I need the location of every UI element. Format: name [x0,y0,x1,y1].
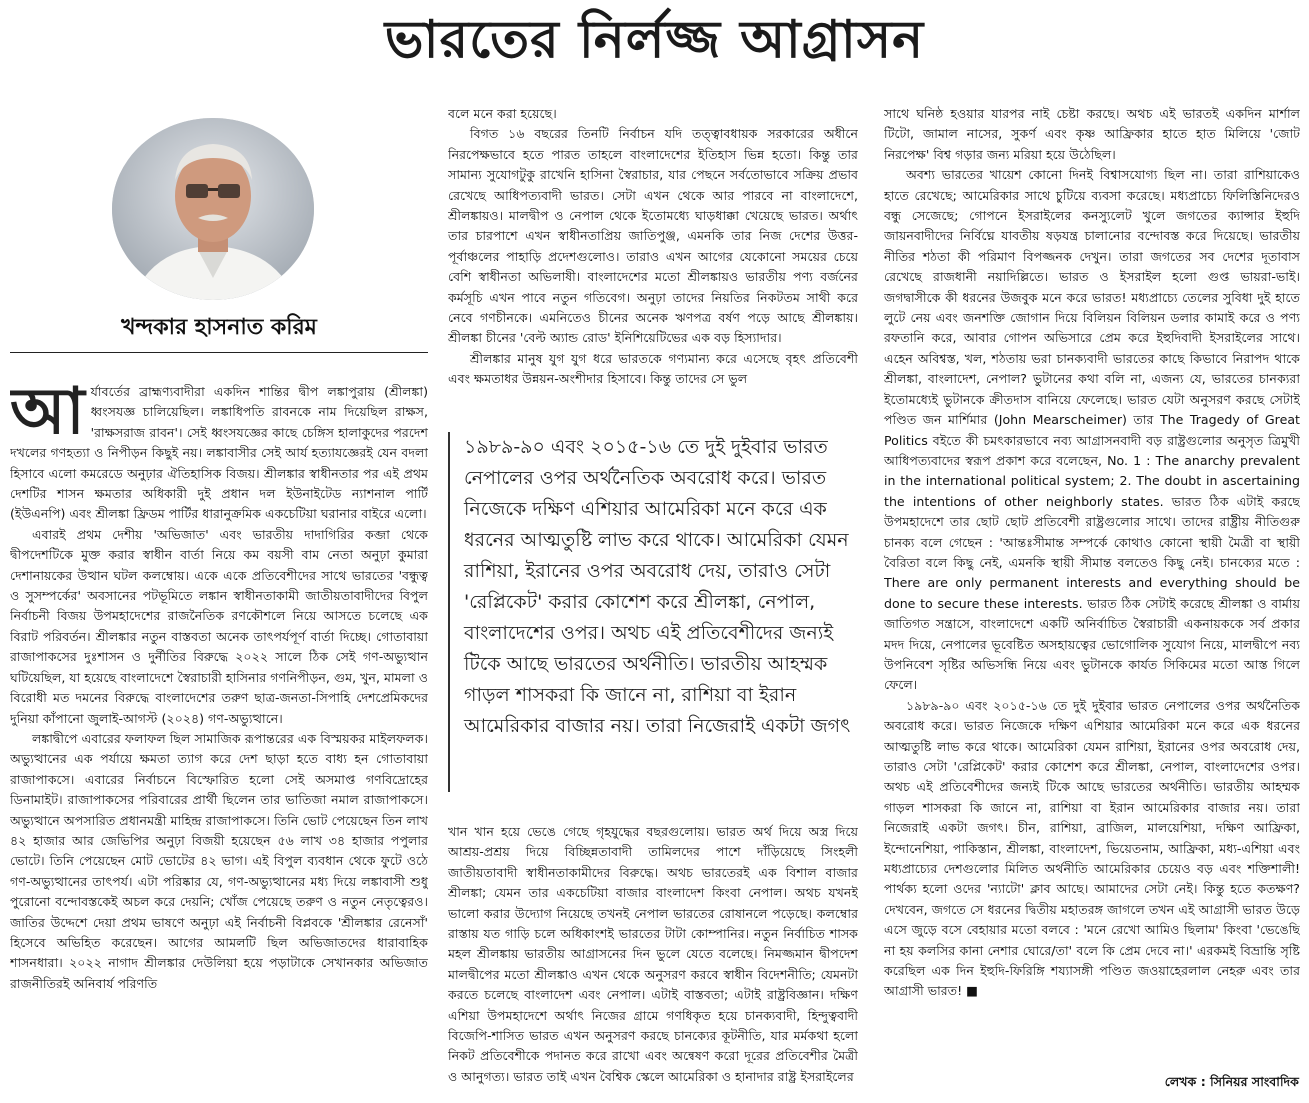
headline: ভারতের নির্লজ্জ আগ্রাসন [384,9,925,70]
article-paragraph: অবশ্য ভারতের খায়েশ কোনো দিনই বিশ্বাসযোগ্য ছিল না। তারা রাশিয়াকেও হাতে রেখেছে; আমেরিকার সাথে চুটিয়ে ব্যবসা করেছে। মধ্যপ্রাচ্যে ফিলিস্তিনিদেরও বন্ধু সেজেছে; গোপনে ইসরাইলের কনস্যুলেট খুলে জগতের ক্যান্সার ইহুদি জায়নবাদীদের নির্বিঘ্নে যাবতীয় ষড়যন্ত্র চালানোর বন্দোবস্ত করে দিয়েছে। ভারতীয় নীতির শঠতা কী পরিমাণ বিপজ্জনক দেখুন। তারা জগতের সব দেশের দূতাবাস রেখেছে রাজধানী নয়াদিল্লিতে। ভারত ও ইসরাইল হলো গুপ্ত ভায়রা-ভাই। জগদ্বাসীকে কী ধরনের উজবুক মনে করে ভারত! মধ্যপ্রাচ্যে তেলের সুবিধা দুই হাতে লুটে নেয় এবং জনশক্তি জোগান দিয়ে বিলিয়ন বিলিয়ন ডলার কামাই করে ও পণ্য রফতানি করে, আবার গোপন অভিসারে প্রেম করে ইহুদিবাদী ইসরাইলের সাথে। এহেন অবিশ্বস্ত, খল, শঠতায় ভরা চানক্যবাদী ভারতের কাছে কিভাবে নিরাপদ থাকে শ্রীলঙ্কা, বাংলাদেশ, নেপাল? ভুটানের কথা বলি না, এজন্য যে, ভারতের চানক্যরা ইতোমধ্যেই ভুটানকে ক্রীতদাস বানিয়ে ফেলেছে। ভারত যেটা অনুসরণ করছে সেটাই পণ্ডিত জন মার্শিমার (John Mearscheimer) তার The Tragedy of Great Politics বইতে কী চমৎকারভাবে নব্য আগ্রাসনবাদী বড় রাষ্ট্রগুলোর অনুসৃত ত্রিমুখী আধিপত্যবাদের স্বরূপ প্রকাশ করে বলেছেন, No. 1 : The anarchy prevalent in the international political system; 2. The doubt in ascertaining the intentions of other neighborly states. ভারত ঠিক এটাই করছে উপমহাদেশে তার ছোট ছোট প্রতিবেশী রাষ্ট্রগুলোর সাথে। তাদের রাষ্ট্রীয় নীতিগুরু চানক্য বলে গেছেন : 'আন্তঃসীমান্ত সম্পর্কে কোথাও কোনো স্থায়ী মৈত্রী বা স্থায়ী বৈরিতা বলে কিছু নেই, এমনকি স্থায়ী সীমান্ত বলতেও কিছু নেই। চানক্যের মতে : There are only permanent interests and everything should be done to secure these interests. ভারত ঠিক সেটাই করেছে শ্রীলঙ্কা ও বার্মায় জাতিগত সন্ত্রাসে, বাংলাদেশে একটি অনির্বাচিত স্বৈরাচারী একনায়ককে সর্ব প্রকার মদদ দিয়ে, নেপালের ভূবেষ্টিত অসহায়ত্বের ভোগোলিক সুযোগ নিয়ে, মালদ্বীপে নব্য উপনিবেশ সৃষ্টির অভিসন্ধি নিয়ে এবং ভুটানকে কার্যত সিকিমের মতো আস্ত গিলে ফেলে। [884,167,1300,693]
author-divider [10,352,428,353]
article-paragraph: আর্যাবর্তের ব্রাহ্মণ্যবাদীরা একদিন শান্তির দ্বীপ লঙ্কাপুরায় (শ্রীলঙ্কা) ধ্বংসযজ্ঞ চালিয়েছিল। লঙ্কাধিপতি রাবনকে নাম দিয়েছিল রাক্ষস, 'রাক্ষসরাজ রাবন'। সেই ধ্বংসযজ্ঞের কাছে চেঙ্গিস হালাকুদের পরদেশ দখলের গণহত্যা ও নিপীড়ন কিছুই নয়। লঙ্কাবাসীর সেই আর্য হত্যাযজ্ঞেরই যেন বদলা হিসাবে এলো কমরেডে অনুঢ়ার ঐতিহাসিক বিজয়। শ্রীলঙ্কার স্বাধীনতার পর এই প্রথম দেশটির শাসন ক্ষমতার অধিকারী দুই প্রধান দল ইউনাইটেড ন্যাশনাল পার্টি (ইউএনপি) এবং শ্রীলঙ্কা ফ্রিডম পার্টির ধারানুক্রমিক একচেটিয়া ঘরানার বাইরে এলো। [10,382,428,522]
article-paragraph: লঙ্কাদ্বীপে এবারের ফলাফল ছিল সামাজিক রূপান্তরের এক বিস্ময়কর মাইলফলক। অভ্যুত্থানের এক পর্যায়ে ক্ষমতা ত্যাগ করে দেশ ছাড়া হতে বাধ্য হন গোতাবায়া রাজাপাকসে। এবারের নির্বাচনে বিস্ফোরিত হলো সেই অসমাপ্ত গণবিদ্রোহের ডিনামাইট। রাজাপাকসের পরিবারের প্রার্থী ছিলেন তার ভাতিজা নমাল রাজাপাকসে। অভ্যুত্থানে অপসারিত প্রধানমন্ত্রী মাহিন্দ্র রাজাপাকসে। তিনি ভোট পেয়েছেন তিন লাখ ৪২ হাজার আর জেভিপির অনুঢ়া বিজয়ী হয়েছেন ৫৬ লাখ ৩৪ হাজার পপুলার ভোটে। তিনি পেয়েছেন মোট ভোটের ৪২ ভাগ। এই বিপুল ব্যবধান থেকে ফুটে ওঠে গণ-অভ্যুত্থানের তাৎপর্য। এটা পরিষ্কার যে, গণ-অভ্যুত্থানের মধ্য দিয়ে লঙ্কাবাসী শুধু পুরোনো বন্দোবস্তকেই অচল করে দেয়নি; খোঁজ পেয়েছে তরুণ ও নতুন নেতৃত্বেরও। জাতির উদ্দেশে দেয়া প্রথম ভাষণে অনুঢ়া এই নির্বাচনী বিপ্লবকে 'শ্রীলঙ্কার রেনেসাঁ' হিসেবে অভিহিত করেছেন। আগের আমলটি ছিল অভিজাতদের ধারাবাহিক শাসনধারা। ২০২২ নাগাদ শ্রীলঙ্কার দেউলিয়া হয়ে পড়াটাকে সেখানকার অভিজাত রাজনীতিরই অনিবার্য পরিণতি [10,730,428,991]
article-column-3 [884,104,1300,1094]
article-paragraph: এবারই প্রথম দেশীয় 'অভিজাত' এবং ভারতীয় দাদাগিরির কব্জা থেকে দ্বীপদেশটিকে মুক্ত করার স্বাধীন বার্তা নিয়ে কম বয়সী বাম নেতা অনুঢ়া কুমারা দেশানায়কের উত্থান ঘটল কলম্বোয়। একে একে প্রতিবেশীদের সাথে ভারতের 'বন্ধুত্ব ও সুসম্পর্কের' অবসানের পটভূমিতে লঙ্কান স্বাধীনতাকামী জাতীয়তাবাদীদের বিপুল নির্বাচনী বিজয় উপমহাদেশের রাজনৈতিক রণকৌশলে নিয়ে আসতে চলেছে এক বিরাট পরিবর্তন। শ্রীলঙ্কার নতুন বাস্তবতা অনেক তাৎপর্যপূর্ণ বার্তা দিচ্ছে। গোতাবায়া রাজাপাকসের দুঃশাসন ও দুর্নীতির বিরুদ্ধে ২০২২ সালে ঠিক সেই গণ-অভ্যুত্থান ঘটিয়েছিল, যা হয়েছে বাংলাদেশে স্বৈরাচারী হাসিনার গণনিপীড়ন, গুম, খুন, মামলা ও বিরোধী মত দমনের বিরুদ্ধে বাংলাদেশের তরুণ ছাত্র-জনতা-সিপাহি দেশপ্রেমিকদের দুনিয়া কাঁপানো জুলাই-আগস্ট (২০২৪) গণ-অভ্যুত্থানে। [10,526,428,726]
article-column-2-top [448,104,858,424]
author-photo [112,118,314,300]
article-column-2-bottom [448,822,858,1094]
drop-cap: আ [10,382,85,449]
byline: লেখক : সিনিয়র সাংবাদিক [1164,1074,1299,1089]
article-column-1 [10,382,428,1094]
article-paragraph: বলে মনে করা হয়েছে। [448,106,557,121]
article-paragraph: খান খান হয়ে ভেঙে গেছে গৃহযুদ্ধের বছরগুলোয়। ভারত অর্থ দিয়ে অস্ত্র দিয়ে আশ্রয়-প্রশ্রয় দিয়ে বিচ্ছিন্নতাবাদী তামিলদের পাশে দাঁড়িয়েছে সিংহলী জাতীয়তাবাদী স্বাধীনতাকামীদের বিরুদ্ধে। অথচ ভারতেরই এক বিশাল বাজার শ্রীলঙ্কা; যেমন তার একচেটিয়া বাজার বাংলাদেশ কিংবা নেপাল। অথচ যখনই ভালো করার উদ্যোগ নিয়েছে তখনই নেপাল ভারতের রোষানলে পড়েছে। কলম্বোর রাস্তায় যত গাড়ি চলে অধিকাংশই ভারতের টাটা কোম্পানির। নতুন নির্বাচিত শাসক মহল শ্রীলঙ্কায় ভারতীয় আগ্রাসনের দিন ভুলে যেতে বলেছে। নিমজ্জমান দ্বীপদেশ মালদ্বীপের মতো শ্রীলঙ্কাও এখন থেকে অনুসরণ করবে স্বাধীন বিদেশনীতি; যেমনটা করতে চলেছে বাংলাদেশ এবং নেপাল। এটাই বাস্তবতা; এটাই রাষ্ট্রবিজ্ঞান। দক্ষিণ এশিয়া উপমহাদেশে অর্থাৎ নিজের গ্রামে গণধিকৃত হয়ে চানক্যবাদী, হিন্দুত্ববাদী বিজেপি-শাসিত ভারত এখন অনুসরণ করছে চানক্যের কূটনীতি, যার মর্মকথা হলো নিকট প্রতিবেশীকে পদানত করে রাখো এবং অন্বেষণ করো দূরের প্রতিবেশীর মৈত্রী ও আনুগত্য। ভারত তাই এখন বৈশ্বিক স্কেলে আমেরিকা ও হানাদার রাষ্ট্র ইসরাইলের [448,824,858,1084]
article-paragraph: বিগত ১৬ বছরের তিনটি নির্বাচন যদি তত্ত্বাবধায়ক সরকারের অধীনে নিরপেক্ষভাবে হতে পারত তাহলে বাংলাদেশের ইতিহাস ভিন্ন হতো। কিন্তু তার সামান্য সুযোগটুকু রাখেনি হাসিনা স্বৈরাচার, যার পেছনে সর্বতোভাবে সক্রিয় প্রভাব রেখেছে আধিপত্যবাদী ভারত। সেটা এখন থেকে আর পারবে না বাংলাদেশে, শ্রীলঙ্কায়ও। মালদ্বীপ ও নেপাল থেকে ইতোমধ্যে ঘাড়ধাক্কা খেয়েছে ভারত। অর্থাৎ তার চারপাশে এখন স্বাধীনতাপ্রিয় জাতিপুঞ্জ, এমনকি তার নিজ দেশের উত্তর-পূর্বাঞ্চলের পাহাড়ি প্রদেশগুলোও। তারাও এখন আগের যেকোনো সময়ের চেয়ে বেশি স্বাধীনতা অভিলাষী। বাংলাদেশের মতো শ্রীলঙ্কায়ও ভারতীয় পণ্য বর্জনের কর্মসূচি এখন পাবে নতুন গতিবেগ। অনুঢ়া তাদের নিয়তির নিকটতম সাথী করে নেবে গণচীনকে। এমনিতেও চীনের অনেক ঋণপত্র বর্ষণ পড়ে আছে শ্রীলঙ্কায়। শ্রীলঙ্কা চীনের 'বেল্ট অ্যান্ড রোড' ইনিশিয়েটিভের এক বড় হিস্যাদার। [448,126,858,346]
article-paragraph: সাথে ঘনিষ্ঠ হওয়ার যারপর নাই চেষ্টা করছে। অথচ এই ভারতই একদিন মার্শাল টিটো, জামাল নাসের, সুকর্ণ এবং কৃষ্ণ আফ্রিকার হাতে হাত মিলিয়ে 'জোট নিরপেক্ষ' বিশ্ব গড়ার জন্য মরিয়া হয়ে উঠেছিল। [884,106,1300,162]
pull-quote: ১৯৮৯-৯০ এবং ২০১৫-১৬ তে দুই দুইবার ভারত নেপালের ওপর অর্থনৈতিক অবরোধ করে। ভারত নিজেকে দক্ষিণ এশিয়ার আমেরিকা মনে করে এক ধরনের আত্মতুষ্টি লাভ করে থাকে। আমেরিকা যেমন রাশিয়া, ইরানের ওপর অবরোধ দেয়, তারাও সেটা 'রেপ্লিকেট' করার কোশেশ করে শ্রীলঙ্কা, নেপাল, বাংলাদেশের ওপর। অথচ এই প্রতিবেশীদের জন্যই টিকে আছে ভারতের অর্থনীতি। ভারতীয় আহম্মক গাড়ল শাসকরা কি জানে না, রাশিয়া বা ইরান আমেরিকার বাজার নয়। তারা নিজেরাই একটা জগৎ [448,432,858,792]
article-paragraph: শ্রীলঙ্কার মানুষ যুগ যুগ ধরে ভারতকে গণ্যমান্য করে এসেছে বৃহৎ প্রতিবেশী এবং ক্ষমতাধর উন্নয়ন-অংশীদার হিসাবে। কিন্তু তাদের সে ভুল [448,350,858,387]
author-name: খন্দকার হাসনাত করিম [121,315,317,340]
article-paragraph: ১৯৮৯-৯০ এবং ২০১৫-১৬ তে দুই দুইবার ভারত নেপালের ওপর অর্থনৈতিক অবরোধ করে। ভারত নিজেকে দক্ষিণ এশিয়ার আমেরিকা মনে করে এক ধরনের আত্মতুষ্টি লাভ করে থাকে। আমেরিকা যেমন রাশিয়া, ইরানের ওপর অবরোধ দেয়, তারাও সেটা 'রেপ্লিকেট' করার কোশেশ করে শ্রীলঙ্কা, নেপাল, বাংলাদেশের ওপর। অথচ এই প্রতিবেশীদের জন্যই টিকে আছে ভারতের অর্থনীতি। ভারতীয় আহম্মক গাড়ল শাসকরা কি জানে না, রাশিয়া বা ইরান আমেরিকার বাজার নয়। তারা নিজেরাই একটা জগৎ। চীন, রাশিয়া, ব্রাজিল, মালয়েশিয়া, দক্ষিণ আফ্রিকা, ইন্দোনেশিয়া, পাকিস্তান, শ্রীলঙ্কা, বাংলাদেশ, ভিয়েতনাম, আফ্রিকা, মধ্য-এশিয়া এবং মধ্যপ্রাচ্যের দেশগুলোর মিলিত অর্থনীতি আমেরিকার চেয়েও বড় এবং শক্তিশালী! পার্থক্য হলো ওদের 'ন্যাটো' ক্লাব আছে। আমাদের সেটা নেই। কিন্তু হতে কতক্ষণ? দেখবেন, জগতে সে ধরনের দ্বিতীয় মহাতরঙ্গ জাগলে তখন এই আগ্রাসী ভারত উড়ে এসে জুড়ে বসে বেহায়ার মতো বলবে : 'মনে রেখো আমিও ছিলাম' কিংবা 'ভেঙেছি না হয় কলসির কানা নেশার ঘোরে/তা' বলে কি প্রেম দেবে না।' এরকমই বিভ্রান্তি সৃষ্টি করেছিল এক দিন ইহুদি-ফিরিঙ্গি শয্যাসঙ্গী পণ্ডিত জওয়াহেরলাল নেহরু এবং তার আগ্রাসী ভারত! ■ [884,697,1300,999]
